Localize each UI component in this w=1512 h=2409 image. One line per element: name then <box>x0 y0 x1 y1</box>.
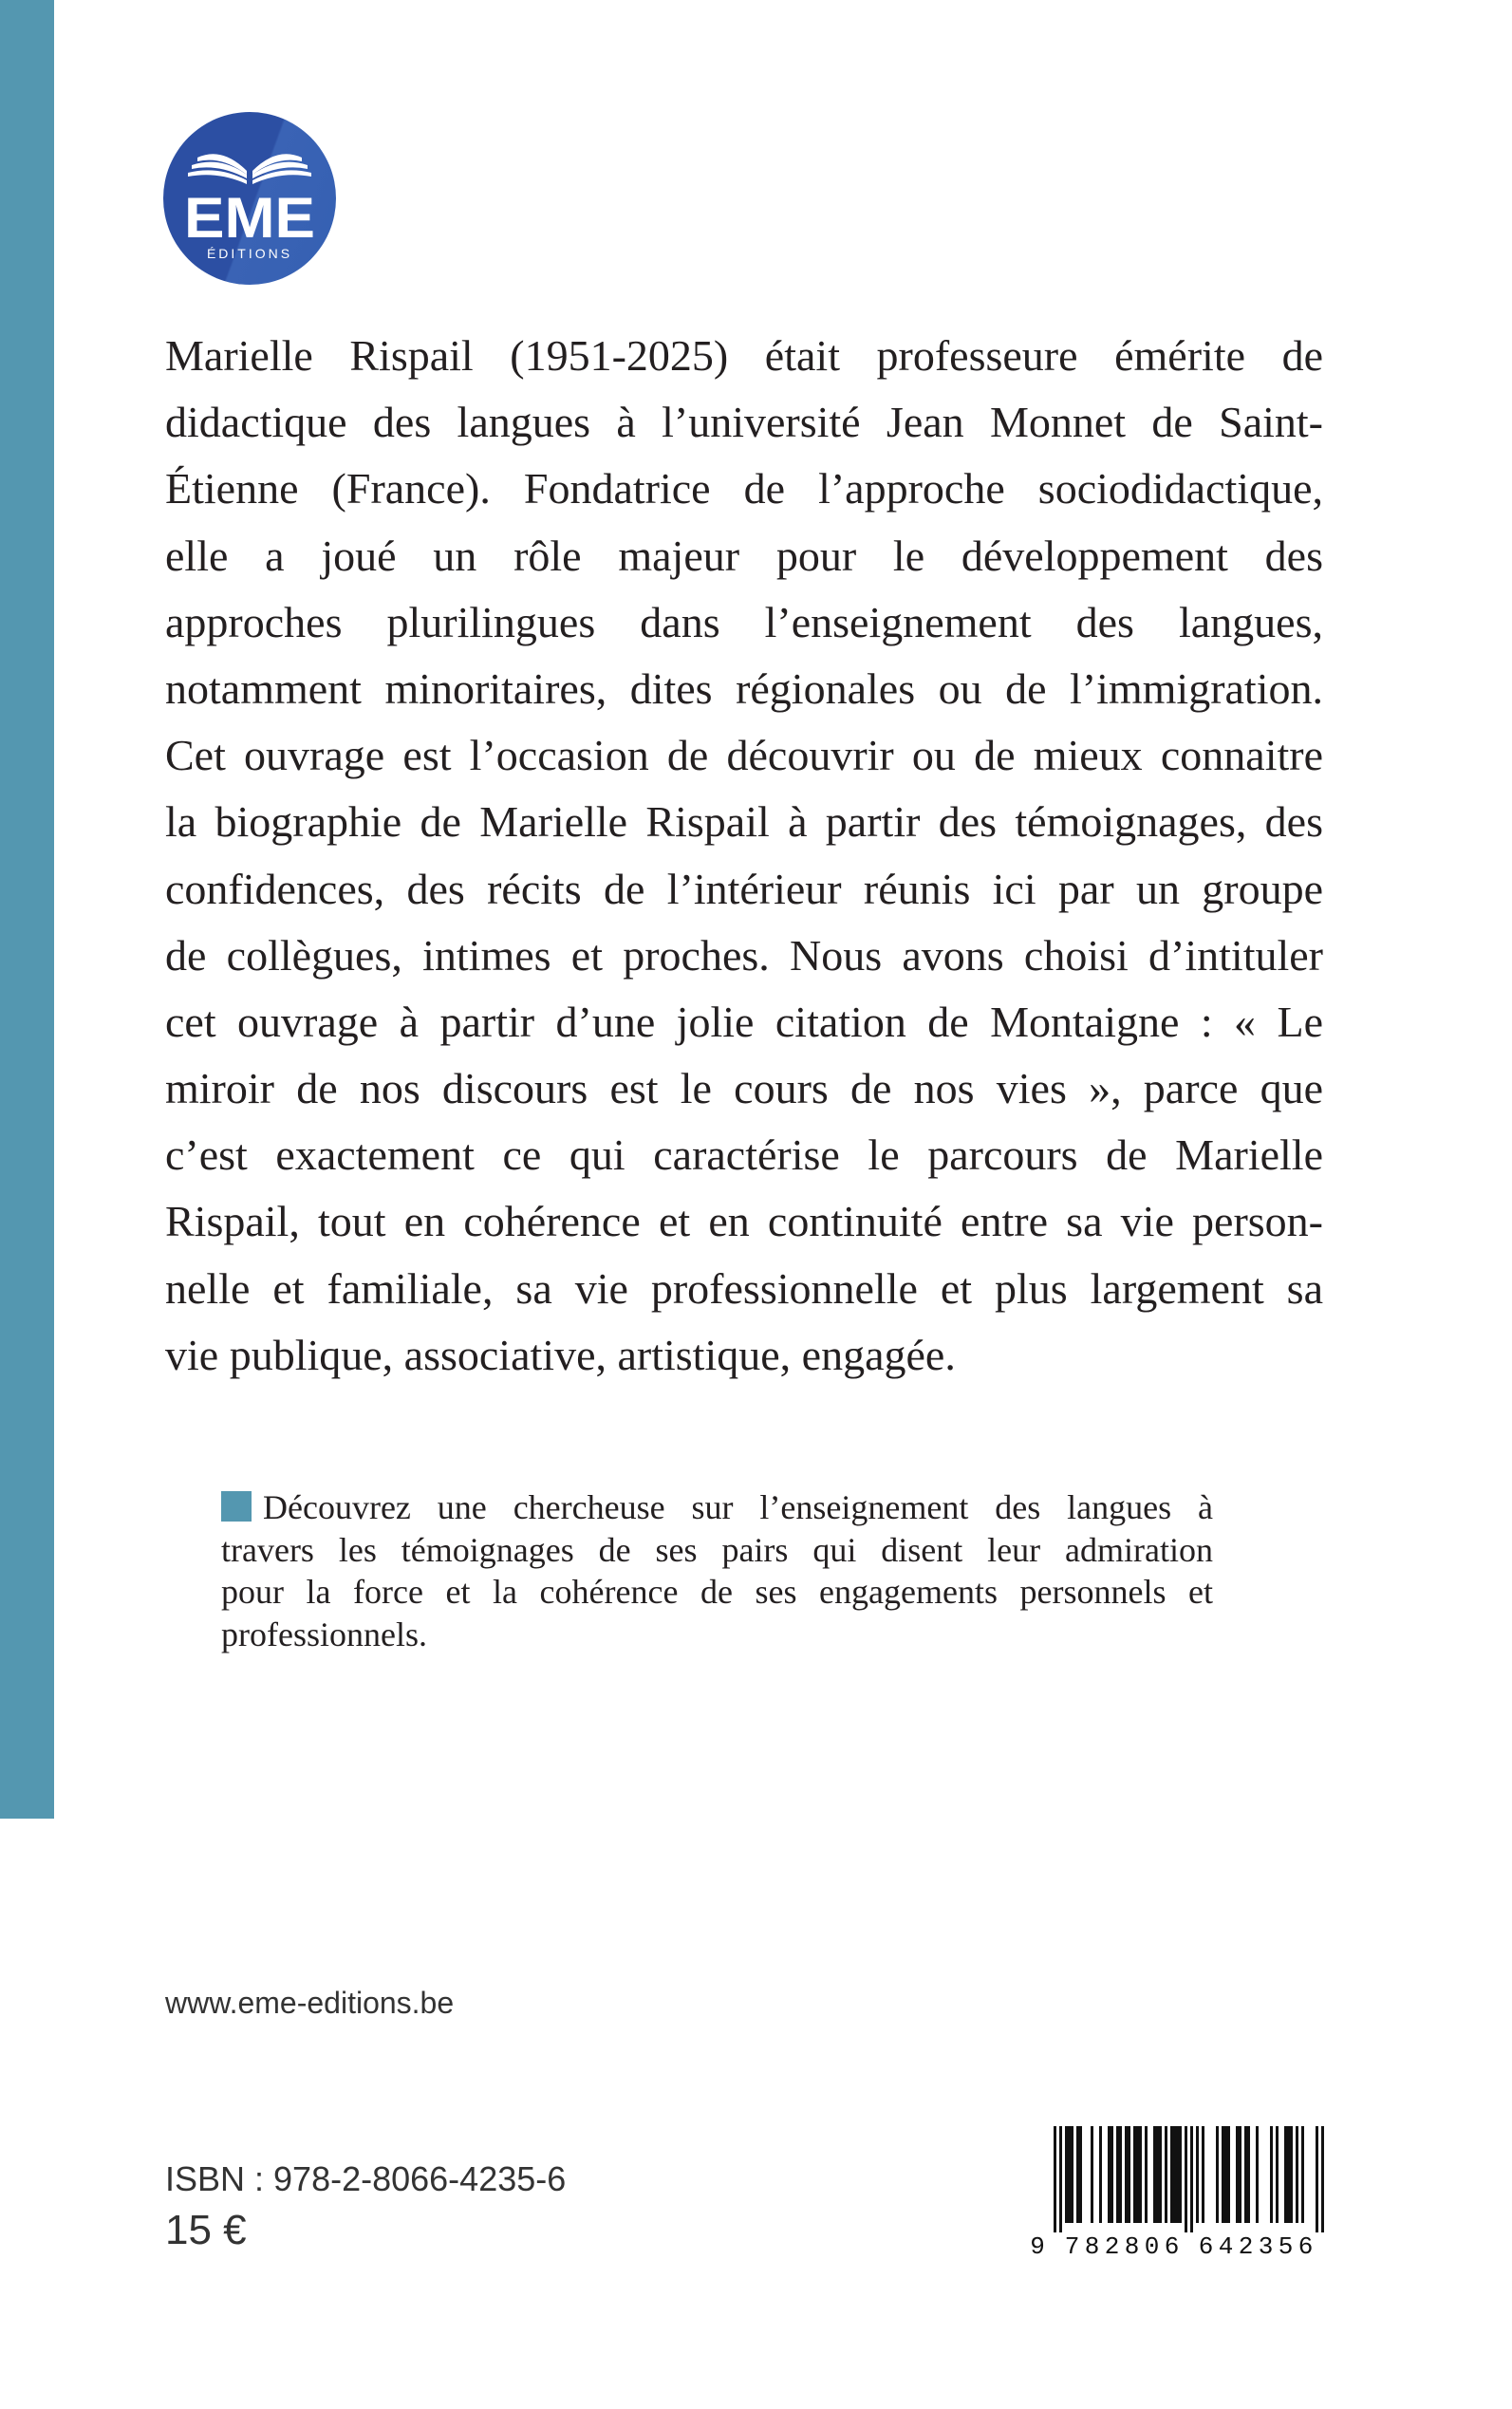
square-bullet-icon <box>221 1491 252 1522</box>
text: Marielle Rispail (1951-2025) était professeure émérite de <box>165 331 1323 380</box>
callout-line <box>221 1571 1213 1614</box>
text: didactique des langues à l’université Jean Monnet de Saint- <box>165 398 1323 447</box>
barcode-bar <box>1284 2126 1287 2223</box>
description-line <box>165 1055 1323 1122</box>
barcode-digit: 6 <box>1297 2232 1314 2261</box>
text: vie publique, associative, artistique, engagée. <box>165 1330 956 1379</box>
description-line <box>165 456 1323 522</box>
barcode-bar <box>1068 2126 1071 2223</box>
barcode-bar <box>1216 2126 1219 2223</box>
text: confidences, des récits de l’intérieur réunis ici par un groupe <box>165 864 1323 913</box>
barcode-bar <box>1159 2126 1162 2223</box>
barcode-bar <box>1276 2126 1279 2223</box>
description-line <box>165 589 1323 656</box>
text: Cet ouvrage est l’occasion de découvrir ou de mieux connaitre <box>165 731 1323 780</box>
barcode-bar <box>1156 2126 1159 2223</box>
barcode-digit: 9 <box>1030 2232 1045 2261</box>
barcode-bar <box>1116 2126 1119 2223</box>
barcode-bar <box>1301 2126 1304 2223</box>
text: Découvrez une chercheuse sur l’enseignement des langues à <box>263 1488 1213 1526</box>
description-line <box>165 323 1323 389</box>
publisher-website[interactable]: www.eme-editions.be <box>165 1986 455 2020</box>
book-description <box>165 323 1323 1389</box>
barcode-bar <box>1136 2126 1139 2223</box>
svg-text:EME: EME <box>184 186 315 250</box>
barcode-bar <box>1125 2126 1128 2223</box>
barcode-bar <box>1133 2126 1136 2223</box>
barcode-bar <box>1065 2126 1068 2223</box>
barcode-bar <box>1176 2126 1179 2223</box>
text: Rispail, tout en cohérence et en continuité entre sa vie person- <box>165 1197 1323 1246</box>
barcode-digit: 0 <box>1144 2232 1160 2261</box>
text: miroir de nos discours est le cours de nos vies », parce que <box>165 1064 1323 1113</box>
barcode-digit: 8 <box>1084 2232 1100 2261</box>
text: approches plurilingues dans l’enseignement des langues, <box>165 597 1323 646</box>
description-line <box>165 856 1323 923</box>
isbn-barcode <box>1030 2126 1334 2269</box>
barcode-bar <box>1165 2126 1167 2223</box>
callout-line <box>221 1486 1213 1529</box>
barcode-bar <box>1170 2126 1173 2223</box>
accent-side-bar <box>0 0 54 1819</box>
callout-summary <box>221 1486 1213 1655</box>
barcode-bar <box>1099 2126 1102 2223</box>
barcode-digit: 2 <box>1238 2232 1254 2261</box>
barcode-bar <box>1145 2126 1148 2223</box>
callout-line <box>221 1529 1213 1572</box>
barcode-bar <box>1108 2126 1111 2223</box>
text: pour la force et la cohérence de ses engagements personnels et <box>221 1573 1213 1612</box>
barcode-digit: 3 <box>1258 2232 1274 2261</box>
description-line <box>165 722 1323 789</box>
barcode-bar <box>1119 2126 1122 2223</box>
barcode-digit: 8 <box>1124 2232 1140 2261</box>
barcode-digit: 2 <box>1104 2232 1120 2261</box>
barcode-digit: 4 <box>1218 2232 1234 2261</box>
barcode-bar <box>1128 2126 1130 2223</box>
barcode-bar <box>1256 2126 1259 2223</box>
barcode-bar <box>1224 2126 1227 2223</box>
barcode-bar <box>1247 2126 1250 2223</box>
text: notamment minoritaires, dites régionales ou de l’immigration. <box>165 663 1323 713</box>
barcode-digit: 7 <box>1064 2232 1080 2261</box>
barcode-bar <box>1296 2126 1298 2223</box>
barcode-bar <box>1076 2126 1079 2223</box>
barcode-bar <box>1244 2126 1247 2223</box>
description-line <box>165 989 1323 1055</box>
text: cet ouvrage à partir d’une jolie citation de Montaigne : « Le <box>165 997 1323 1046</box>
barcode-bar <box>1270 2126 1273 2223</box>
barcode-bar <box>1173 2126 1176 2223</box>
text: elle a joué un rôle majeur pour le développement des <box>165 531 1323 580</box>
description-line <box>165 389 1323 456</box>
description-line <box>165 789 1323 855</box>
svg-text:ÉDITIONS: ÉDITIONS <box>206 246 293 261</box>
barcode-bar <box>1111 2126 1113 2223</box>
description-line <box>165 923 1323 989</box>
barcode-bar <box>1071 2126 1073 2223</box>
description-line <box>165 1256 1323 1322</box>
eme-editions-logo <box>163 112 336 285</box>
barcode-bar <box>1179 2126 1182 2223</box>
barcode-bar <box>1196 2126 1199 2223</box>
barcode-bar <box>1190 2126 1193 2232</box>
barcode-bar <box>1079 2126 1082 2223</box>
text: travers les témoignages de ses pairs qui disent leur admiration <box>221 1530 1213 1569</box>
barcode-bar <box>1321 2126 1324 2232</box>
price: 15 € <box>165 2207 247 2253</box>
barcode-digit: 6 <box>1198 2232 1214 2261</box>
isbn: ISBN : 978-2-8066-4235-6 <box>165 2159 567 2198</box>
description-line <box>165 1122 1323 1188</box>
description-line <box>165 523 1323 589</box>
barcode-bar <box>1239 2126 1241 2223</box>
barcode-bar <box>1153 2126 1156 2223</box>
text: professionnels. <box>221 1615 427 1653</box>
barcode-bar <box>1059 2126 1062 2232</box>
text: Étienne (France). Fondatrice de l’approche sociodidactique, <box>165 464 1323 514</box>
description-line <box>165 656 1323 722</box>
barcode-bar <box>1316 2126 1318 2232</box>
barcode-bar <box>1202 2126 1204 2223</box>
barcode-bar <box>1054 2126 1056 2232</box>
barcode-bar <box>1139 2126 1142 2223</box>
barcode-bar <box>1091 2126 1093 2223</box>
barcode-digit: 5 <box>1278 2232 1294 2261</box>
barcode-bar <box>1185 2126 1187 2232</box>
barcode-bar <box>1227 2126 1230 2223</box>
callout-line <box>221 1614 1213 1656</box>
barcode-bar <box>1290 2126 1293 2223</box>
description-line <box>165 1322 1323 1389</box>
text: c’est exactement ce qui caractérise le parcours de Marielle <box>165 1130 1323 1180</box>
barcode-bar <box>1287 2126 1290 2223</box>
text: de collègues, intimes et proches. Nous avons choisi d’intituler <box>165 930 1323 980</box>
text: nelle et familiale, sa vie professionnelle et plus largement sa <box>165 1263 1323 1313</box>
barcode-digit: 6 <box>1164 2232 1180 2261</box>
description-line <box>165 1188 1323 1255</box>
barcode-bar <box>1236 2126 1239 2223</box>
text: la biographie de Marielle Rispail à partir des témoignages, des <box>165 797 1323 847</box>
barcode-bar <box>1222 2126 1224 2223</box>
